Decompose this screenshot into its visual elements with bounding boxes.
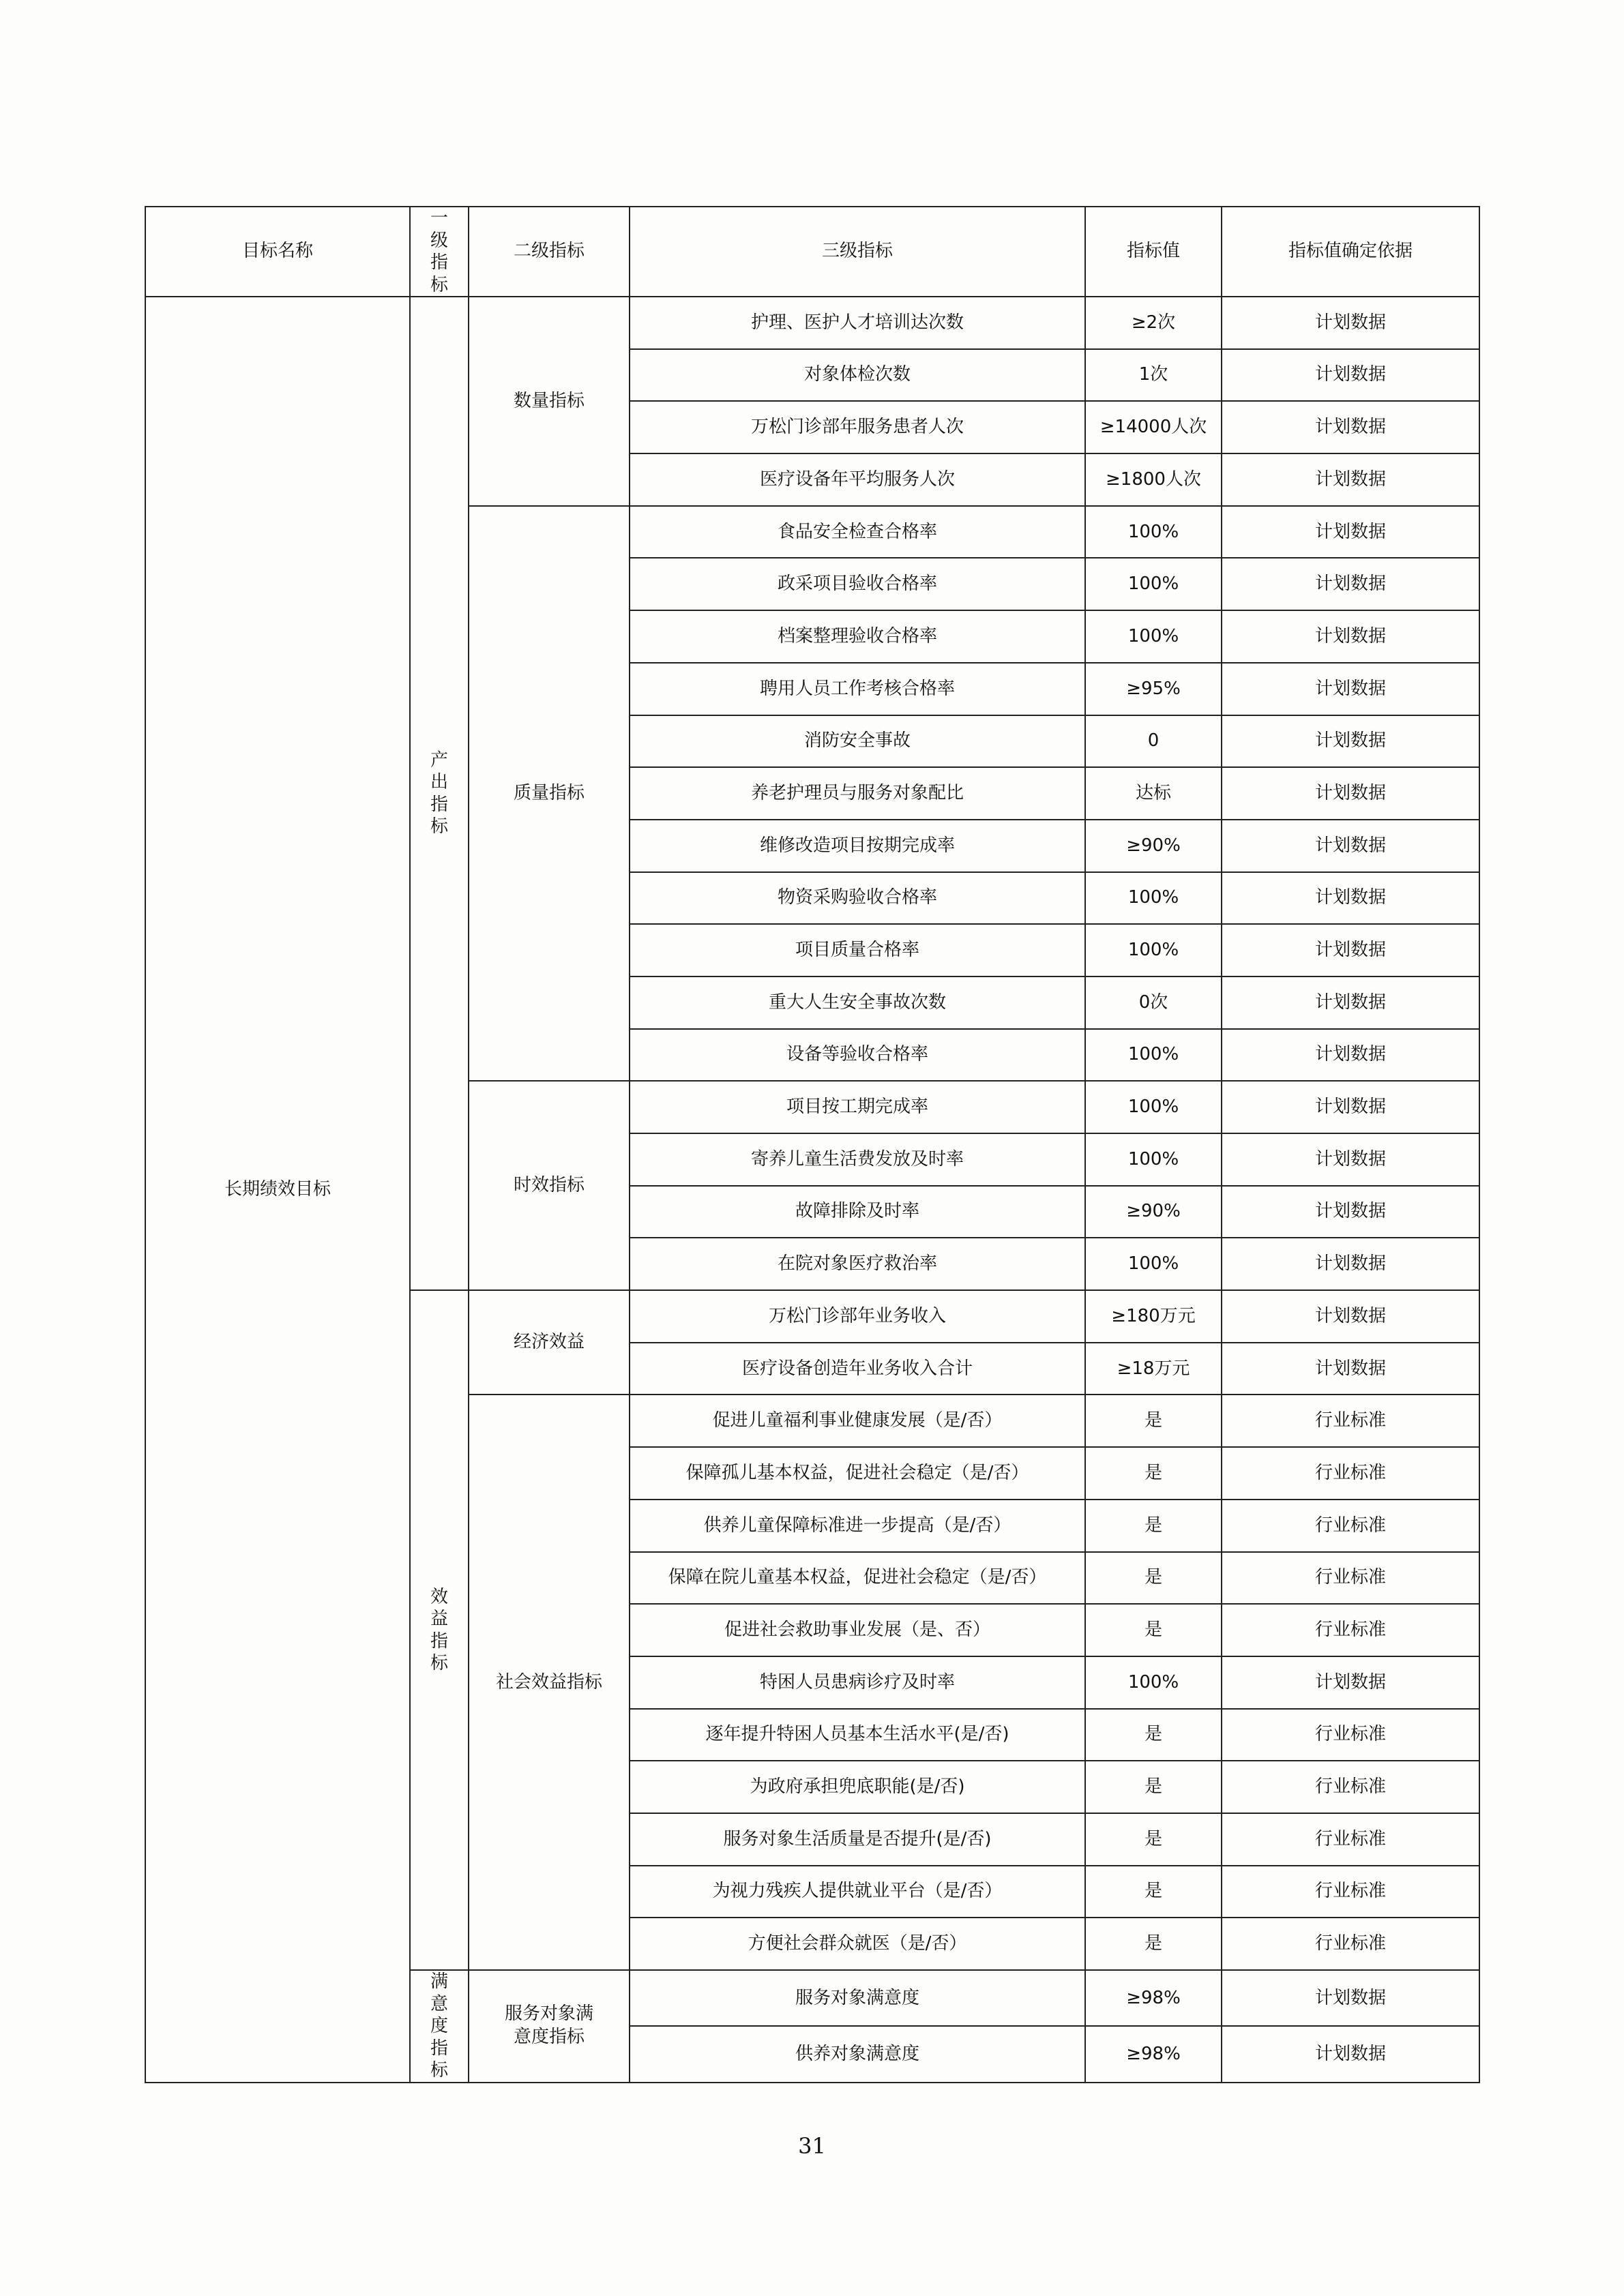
value-cell: 1次 xyxy=(1085,349,1222,402)
header-value: 指标值 xyxy=(1085,207,1222,297)
value-cell: ≥95% xyxy=(1085,663,1222,715)
level3-cell: 物资采购验收合格率 xyxy=(630,872,1085,925)
performance-table xyxy=(145,206,1480,2083)
basis-cell: 计划数据 xyxy=(1222,924,1479,976)
value-cell: 100% xyxy=(1085,1133,1222,1186)
value-cell: 0 xyxy=(1085,715,1222,768)
basis-cell: 计划数据 xyxy=(1222,1081,1479,1133)
value-cell: 达标 xyxy=(1085,767,1222,820)
basis-cell: 计划数据 xyxy=(1222,1238,1479,1290)
basis-cell: 计划数据 xyxy=(1222,401,1479,453)
header-level2: 二级指标 xyxy=(469,207,630,297)
value-cell: 100% xyxy=(1085,506,1222,558)
level3-cell: 供养对象满意度 xyxy=(630,2026,1085,2082)
value-cell: 是 xyxy=(1085,1500,1222,1552)
value-cell: ≥2次 xyxy=(1085,297,1222,349)
level3-cell: 养老护理员与服务对象配比 xyxy=(630,767,1085,820)
basis-cell: 计划数据 xyxy=(1222,715,1479,768)
level3-cell: 特困人员患病诊疗及时率 xyxy=(630,1656,1085,1709)
header-goal-name: 目标名称 xyxy=(145,207,410,297)
value-cell: 是 xyxy=(1085,1866,1222,1918)
value-cell: 是 xyxy=(1085,1604,1222,1656)
value-cell: 100% xyxy=(1085,1238,1222,1290)
basis-cell: 行业标准 xyxy=(1222,1866,1479,1918)
basis-cell: 计划数据 xyxy=(1222,1029,1479,1082)
level3-cell: 项目质量合格率 xyxy=(630,924,1085,976)
level2-economic-cell: 经济效益 xyxy=(469,1290,630,1395)
level1-benefit-cell: 效益指标 xyxy=(410,1290,469,1970)
level3-cell: 政采项目验收合格率 xyxy=(630,558,1085,610)
level2-timeliness-cell: 时效指标 xyxy=(469,1081,630,1290)
basis-cell: 计划数据 xyxy=(1222,558,1479,610)
value-cell: 100% xyxy=(1085,558,1222,610)
header-level1: 一级指标 xyxy=(410,207,469,297)
table-row xyxy=(145,297,1479,349)
value-cell: 是 xyxy=(1085,1395,1222,1447)
value-cell: 100% xyxy=(1085,872,1222,925)
level3-cell: 保障在院儿童基本权益，促进社会稳定（是/否） xyxy=(630,1552,1085,1605)
value-cell: 100% xyxy=(1085,924,1222,976)
level3-cell: 万松门诊部年业务收入 xyxy=(630,1290,1085,1343)
value-cell: 是 xyxy=(1085,1709,1222,1761)
level3-cell: 供养儿童保障标准进一步提高（是/否） xyxy=(630,1500,1085,1552)
value-cell: ≥18万元 xyxy=(1085,1343,1222,1395)
level3-cell: 在院对象医疗救治率 xyxy=(630,1238,1085,1290)
value-cell: 是 xyxy=(1085,1447,1222,1500)
basis-cell: 计划数据 xyxy=(1222,1970,1479,2026)
basis-cell: 计划数据 xyxy=(1222,976,1479,1029)
level3-cell: 护理、医护人才培训达次数 xyxy=(630,297,1085,349)
value-cell: 100% xyxy=(1085,610,1222,663)
level1-output-cell: 产出指标 xyxy=(410,297,469,1290)
level3-cell: 项目按工期完成率 xyxy=(630,1081,1085,1133)
value-cell: 100% xyxy=(1085,1029,1222,1082)
level3-cell: 对象体检次数 xyxy=(630,349,1085,402)
header-basis: 指标值确定依据 xyxy=(1222,207,1479,297)
level3-cell: 聘用人员工作考核合格率 xyxy=(630,663,1085,715)
header-level3: 三级指标 xyxy=(630,207,1085,297)
basis-cell: 计划数据 xyxy=(1222,1186,1479,1238)
page-number: 31 xyxy=(798,2133,826,2159)
goal-name-cell: 长期绩效目标 xyxy=(145,297,410,2083)
level3-cell: 为视力残疾人提供就业平台（是/否） xyxy=(630,1866,1085,1918)
level3-cell: 寄养儿童生活费发放及时率 xyxy=(630,1133,1085,1186)
table-header-row xyxy=(145,207,1479,297)
basis-cell: 行业标准 xyxy=(1222,1604,1479,1656)
basis-cell: 计划数据 xyxy=(1222,610,1479,663)
basis-cell: 计划数据 xyxy=(1222,1343,1479,1395)
level3-cell: 服务对象生活质量是否提升(是/否) xyxy=(630,1813,1085,1866)
basis-cell: 计划数据 xyxy=(1222,506,1479,558)
value-cell: ≥180万元 xyxy=(1085,1290,1222,1343)
level3-cell: 设备等验收合格率 xyxy=(630,1029,1085,1082)
value-cell: ≥98% xyxy=(1085,1970,1222,2026)
level3-cell: 维修改造项目按期完成率 xyxy=(630,820,1085,872)
basis-cell: 计划数据 xyxy=(1222,349,1479,402)
basis-cell: 计划数据 xyxy=(1222,2026,1479,2082)
level1-satisfaction-cell: 满意度指标 xyxy=(410,1970,469,2083)
level2-quantity-cell: 数量指标 xyxy=(469,297,630,506)
value-cell: 是 xyxy=(1085,1552,1222,1605)
value-cell: ≥14000人次 xyxy=(1085,401,1222,453)
level3-cell: 服务对象满意度 xyxy=(630,1970,1085,2026)
basis-cell: 计划数据 xyxy=(1222,297,1479,349)
basis-cell: 计划数据 xyxy=(1222,1133,1479,1186)
basis-cell: 计划数据 xyxy=(1222,872,1479,925)
level2-quality-cell: 质量指标 xyxy=(469,506,630,1082)
value-cell: ≥90% xyxy=(1085,1186,1222,1238)
basis-cell: 计划数据 xyxy=(1222,1290,1479,1343)
value-cell: 100% xyxy=(1085,1081,1222,1133)
level3-cell: 促进儿童福利事业健康发展（是/否） xyxy=(630,1395,1085,1447)
value-cell: 100% xyxy=(1085,1656,1222,1709)
value-cell: 是 xyxy=(1085,1761,1222,1813)
basis-cell: 行业标准 xyxy=(1222,1447,1479,1500)
level3-cell: 重大人生安全事故次数 xyxy=(630,976,1085,1029)
basis-cell: 行业标准 xyxy=(1222,1395,1479,1447)
value-cell: ≥98% xyxy=(1085,2026,1222,2082)
basis-cell: 计划数据 xyxy=(1222,767,1479,820)
basis-cell: 行业标准 xyxy=(1222,1918,1479,1970)
value-cell: 是 xyxy=(1085,1918,1222,1970)
level3-cell: 促进社会救助事业发展（是、否） xyxy=(630,1604,1085,1656)
level3-cell: 故障排除及时率 xyxy=(630,1186,1085,1238)
level3-cell: 为政府承担兜底职能(是/否) xyxy=(630,1761,1085,1813)
basis-cell: 行业标准 xyxy=(1222,1761,1479,1813)
basis-cell: 计划数据 xyxy=(1222,453,1479,506)
basis-cell: 计划数据 xyxy=(1222,663,1479,715)
level3-cell: 档案整理验收合格率 xyxy=(630,610,1085,663)
basis-cell: 行业标准 xyxy=(1222,1813,1479,1866)
level3-cell: 逐年提升特困人员基本生活水平(是/否) xyxy=(630,1709,1085,1761)
basis-cell: 计划数据 xyxy=(1222,820,1479,872)
value-cell: ≥1800人次 xyxy=(1085,453,1222,506)
level2-social-cell: 社会效益指标 xyxy=(469,1395,630,1970)
level3-cell: 万松门诊部年服务患者人次 xyxy=(630,401,1085,453)
level3-cell: 方便社会群众就医（是/否） xyxy=(630,1918,1085,1970)
level3-cell: 保障孤儿基本权益，促进社会稳定（是/否） xyxy=(630,1447,1085,1500)
value-cell: 是 xyxy=(1085,1813,1222,1866)
basis-cell: 行业标准 xyxy=(1222,1709,1479,1761)
basis-cell: 计划数据 xyxy=(1222,1656,1479,1709)
value-cell: ≥90% xyxy=(1085,820,1222,872)
level3-cell: 医疗设备创造年业务收入合计 xyxy=(630,1343,1085,1395)
level2-service-satisfaction-cell: 服务对象满意度指标 xyxy=(469,1970,630,2083)
level3-cell: 消防安全事故 xyxy=(630,715,1085,768)
level3-cell: 医疗设备年平均服务人次 xyxy=(630,453,1085,506)
basis-cell: 行业标准 xyxy=(1222,1552,1479,1605)
level3-cell: 食品安全检查合格率 xyxy=(630,506,1085,558)
value-cell: 0次 xyxy=(1085,976,1222,1029)
basis-cell: 行业标准 xyxy=(1222,1500,1479,1552)
